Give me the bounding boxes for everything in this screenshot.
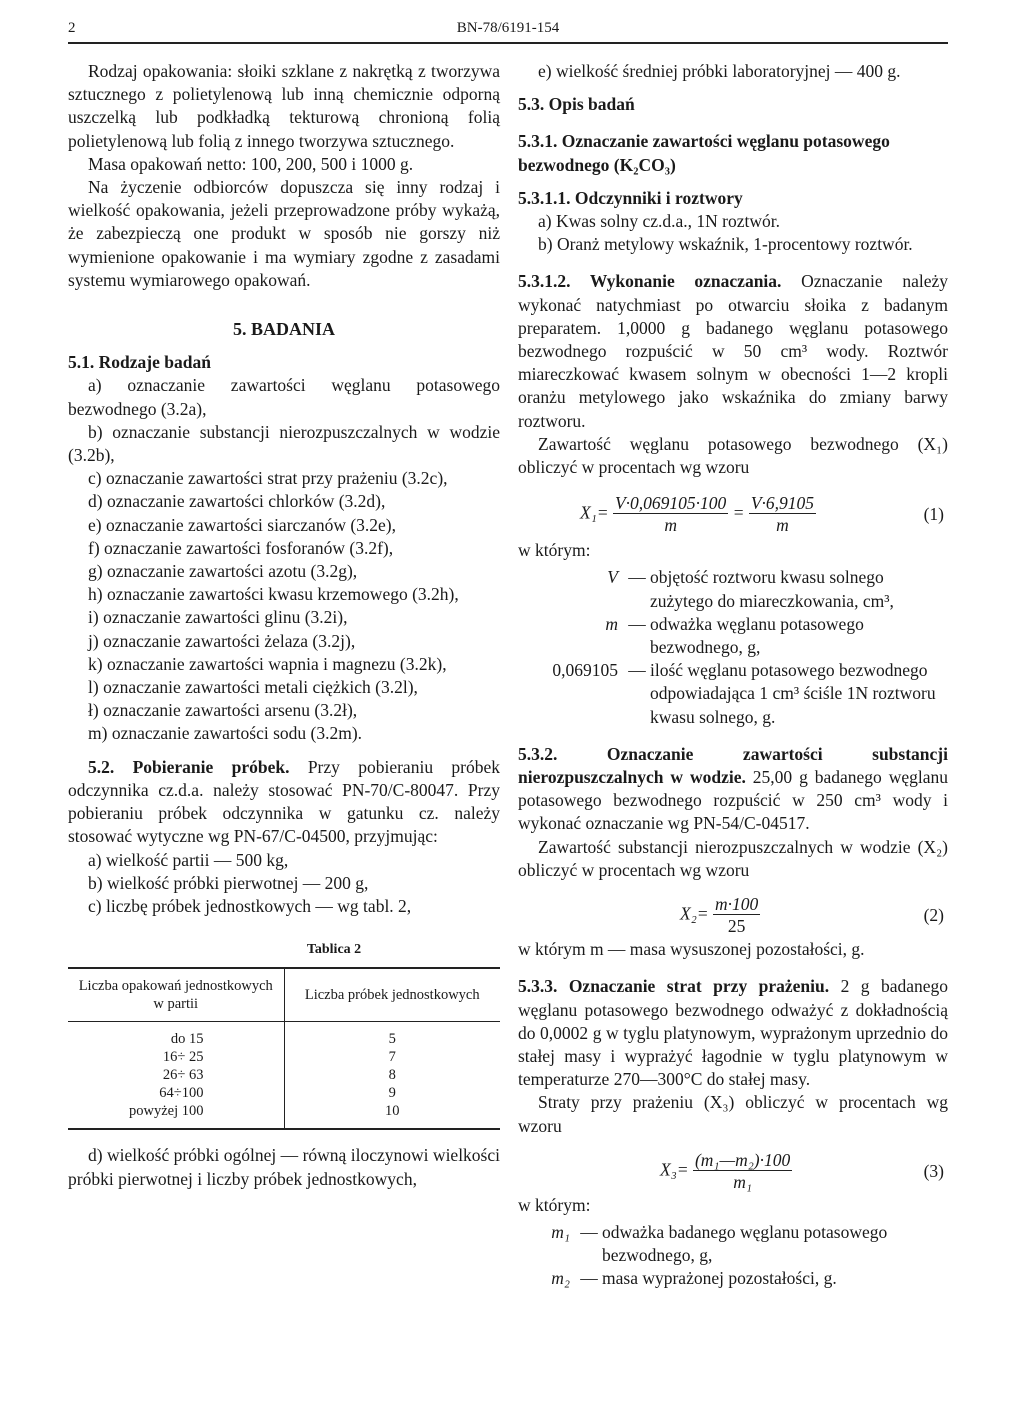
tests-list	[68, 374, 500, 745]
definition-row	[518, 1221, 948, 1267]
subsection-5-3-1-1-title: 5.3.1.1. Odczynniki i roztwory	[518, 187, 743, 208]
page-number: 2	[68, 20, 76, 36]
definition-dash: —	[628, 567, 646, 588]
table-cell: 8	[388, 1067, 396, 1084]
table-row	[68, 1066, 500, 1084]
table-cell: 10	[284, 1102, 500, 1129]
list-item: c) liczbę próbek jednostkowych — wg tabl. 2,	[88, 895, 412, 916]
net-mass-paragraph: Masa opakowań netto: 100, 200, 500 i 1000 g.	[88, 153, 414, 174]
formula-3-numerator: (m₁—m₂)·100	[694, 1149, 791, 1170]
table-row	[68, 1048, 500, 1066]
definition-text: objętość roztworu kwasu solnego zużytego do miareczkowania, cm³,	[650, 567, 894, 611]
formula-1-denominator-a: m	[664, 515, 677, 536]
definition-text: ilość węglanu potasowego bezwodnego odpowiadająca 1 cm³ ściśle 1N roztworu kwasu solnego, g.	[650, 660, 936, 727]
packaging-exception-paragraph: Na życzenie odbiorców dopuszcza się inny rodzaj i wielkość opakowania, jeżeli przeprowadzone próby wykażą, że zabezpieczą one produkt w sposób nie gorszy niż wymienione opakowanie i ma wymiary zgodne z zasadami systemu wymiarowego opakowań.	[68, 177, 500, 290]
definition-symbol: m	[605, 613, 618, 634]
subsection-5-3-3	[518, 975, 948, 1091]
right-column	[518, 60, 948, 1291]
reagent-a: a) Kwas solny cz.d.a., 1N roztwór.	[538, 211, 781, 232]
list-item: a) oznaczanie zawartości węglanu potasowego bezwodnego (3.2a),	[68, 375, 500, 419]
list-item: b) wielkość próbki pierwotnej — 200 g,	[88, 872, 369, 893]
definition-text: odważka węglanu potasowego bezwodnego, g,	[650, 613, 864, 658]
formula-2-intro: Zawartość substancji nierozpuszczalnych w wodzie (X₂) obliczyć w procentach wg wzoru	[518, 836, 948, 880]
subsection-5-1-title: 5.1. Rodzaje badań	[68, 352, 211, 373]
table-cell: 7	[388, 1049, 396, 1066]
formula-1-intro: Zawartość węglanu potasowego bezwodnego (X₁) obliczyć w procentach wg wzoru	[518, 433, 948, 478]
table-cell: powyżej 100	[68, 1102, 284, 1129]
formula-1-fraction-a	[613, 493, 728, 536]
definition-row	[518, 1267, 948, 1290]
packaging-paragraph: Rodzaj opakowania: słoiki szklane z nakrętką z tworzywa sztucznego z polietylenową lub inną chemicznie odporną uszczelką lub podkładką tekturową chronioną folią polietylenową lub folią z innego tworzywa sztucznego.	[68, 61, 500, 151]
formula-1-numerator-a: V·0,069105·100	[614, 493, 727, 514]
item-d-paragraph: d) wielkość próbki ogólnej — równą iloczynowi wielkości próbki pierwotnej i liczby próbek jednostkowych,	[68, 1145, 500, 1189]
formula-1-denominator-b: m	[776, 515, 789, 536]
definition-symbol: V	[607, 567, 618, 588]
subsection-5-3-1-2	[518, 270, 948, 432]
page-header	[68, 18, 948, 44]
formula-3-denominator: m₁	[733, 1171, 752, 1192]
item-e-paragraph: e) wielkość średniej próbki laboratoryjnej — 400 g.	[538, 61, 901, 81]
section-title-badania: 5. BADANIA	[232, 319, 335, 340]
definition-dash: —	[628, 613, 646, 634]
formula-2-number: (2)	[923, 905, 944, 926]
definition-row	[518, 659, 948, 729]
subsection-5-3-2-text: 25,00 g badanego węglanu potasowego bezwodnego rozpuścić w 250 cm³ wody i wykonać oznaczanie wg PN-54/C-04517.	[518, 767, 949, 834]
reagent-b: b) Oranż metylowy wskaźnik, 1-procentowy roztwór.	[538, 234, 913, 255]
list-item: c) oznaczanie zawartości strat przy prażeniu (3.2c),	[88, 468, 448, 489]
definition-symbol: m₂	[551, 1268, 570, 1289]
list-item: i) oznaczanie zawartości glinu (3.2i),	[88, 607, 348, 628]
formula-1-fraction-b	[749, 493, 816, 536]
subsection-5-2-title: 5.2. Pobieranie próbek.	[88, 756, 290, 777]
table-cell: 64÷100	[68, 1084, 284, 1102]
table-cell: 16÷ 25	[68, 1048, 284, 1066]
table-row	[68, 1102, 500, 1129]
samples-table	[68, 967, 500, 1130]
subsection-5-3-1-2-title: 5.3.1.2. Wykonanie oznaczania.	[518, 271, 782, 292]
formula-2-denominator: 25	[727, 916, 746, 937]
definition-dash: —	[580, 1268, 598, 1289]
left-column	[68, 60, 500, 1191]
list-item: h) oznaczanie zawartości kwasu krzemowego (3.2h),	[88, 584, 459, 605]
formula-3-lhs: X₃=	[660, 1159, 689, 1180]
formula-3-definitions	[518, 1221, 948, 1291]
formula-1-lhs: X₁=	[580, 502, 609, 523]
table-caption: Tablica 2	[306, 942, 362, 958]
formula-2-numerator: m·100	[714, 894, 759, 915]
subsection-5-3-1-2-text: Oznaczanie należy wykonać natychmiast po otwarciu słoika z badanym preparatem. 1,0000 g badanego węglanu potasowego bezwodnego rozpuścić w 50 cm³ wody. Roztwór miareczkować kwasem solnym w obecności 1—2 kropli oranżu metylowego jako wskaźnika do zmiany barwy roztworu.	[518, 271, 948, 431]
list-item: a) wielkość partii — 500 kg,	[88, 849, 289, 870]
subsection-5-3-2	[518, 743, 948, 836]
definition-text: masa wyprażonej pozostałości, g.	[602, 1268, 837, 1289]
subsection-5-3-title: 5.3. Opis badań	[518, 94, 635, 115]
list-item: k) oznaczanie zawartości wapnia i magnezu (3.2k),	[88, 653, 447, 674]
list-item: m) oznaczanie zawartości sodu (3.2m).	[88, 723, 363, 744]
definition-symbol: 0,069105	[552, 660, 618, 681]
definition-dash: —	[628, 660, 646, 681]
formula-1-where: w którym:	[518, 540, 591, 561]
table-header: Liczba próbek jednostkowych	[284, 968, 500, 1022]
formula-3	[518, 1148, 948, 1194]
standard-code: BN-78/6191-154	[456, 20, 560, 36]
formula-2-fraction	[713, 894, 760, 937]
list-item: g) oznaczanie zawartości azotu (3.2g),	[88, 561, 358, 582]
subsection-5-2-text: Przy pobieraniu próbek odczynnika cz.d.a. należy stosować PN-70/C-80047. Przy pobieraniu próbek odczynnika w gatunku cz. należy stosować wytyczne wg PN-67/C-04500, przyjmując:	[68, 756, 500, 847]
list-item: l) oznaczanie zawartości metali ciężkich (3.2l),	[88, 677, 418, 698]
subsection-5-3-1-title: 5.3.1. Oznaczanie zawartości węglanu potasowego bezwodnego (K₂CO₃)	[518, 131, 890, 175]
definition-row	[518, 613, 948, 659]
subsection-5-2	[68, 756, 500, 849]
table-cell: 5	[388, 1031, 396, 1048]
formula-3-where: w którym:	[518, 1194, 591, 1215]
table-header: Liczba opakowań jednostkowych w partii	[68, 968, 284, 1022]
formula-1-equals: =	[732, 502, 745, 523]
table-cell: 26÷ 63	[68, 1066, 284, 1084]
table-header-row	[68, 968, 500, 1022]
subsection-5-3-3-title: 5.3.3. Oznaczanie strat przy prażeniu.	[518, 976, 830, 997]
formula-1-numerator-b: V·6,9105	[750, 493, 815, 514]
sampling-list	[68, 849, 500, 919]
table-cell: do 15	[68, 1022, 284, 1049]
definition-symbol: m₁	[551, 1221, 570, 1242]
table-cell: 9	[388, 1085, 396, 1102]
formula-3-intro: Straty przy prażeniu (X₃) obliczyć w procentach wg wzoru	[518, 1092, 948, 1136]
list-item: d) oznaczanie zawartości chlorków (3.2d),	[88, 491, 386, 512]
formula-1	[518, 489, 948, 539]
formula-1-number: (1)	[923, 504, 944, 525]
list-item: b) oznaczanie substancji nierozpuszczalnych w wodzie (3.2b),	[68, 421, 500, 466]
list-item: j) oznaczanie zawartości żelaza (3.2j),	[88, 630, 356, 651]
list-item: e) oznaczanie zawartości siarczanów (3.2e),	[88, 514, 397, 535]
definition-text: odważka badanego węglanu potasowego bezwodnego, g,	[602, 1221, 888, 1266]
formula-2-where: w którym m — masa wysuszonej pozostałości, g.	[518, 939, 865, 960]
definition-row	[518, 566, 948, 612]
formula-1-definitions	[518, 566, 948, 728]
subsection-5-3-3-text: 2 g badanego węglanu potasowego bezwodnego odważyć z dokładnością do 0,0002 g w tyglu platynowym, wyprażonym uprzednio do stałej masy i wyprażyć łagodnie w tyglu platynowym w temperaturze 270—300°C do stałej masy.	[518, 976, 948, 1090]
list-item: f) oznaczanie zawartości fosforanów (3.2f),	[88, 537, 394, 558]
subsection-5-3-2-title: 5.3.2. Oznaczanie zawartości substancji nierozpuszczalnych w wodzie.	[518, 743, 948, 788]
definition-dash: —	[580, 1221, 598, 1242]
formula-2	[518, 892, 948, 938]
list-item: ł) oznaczanie zawartości arsenu (3.2ł),	[88, 700, 358, 721]
formula-3-fraction	[693, 1150, 792, 1193]
table-row	[68, 1084, 500, 1102]
formula-3-number: (3)	[923, 1160, 944, 1181]
formula-2-lhs: X₂=	[680, 903, 709, 924]
table-row	[68, 1022, 500, 1049]
